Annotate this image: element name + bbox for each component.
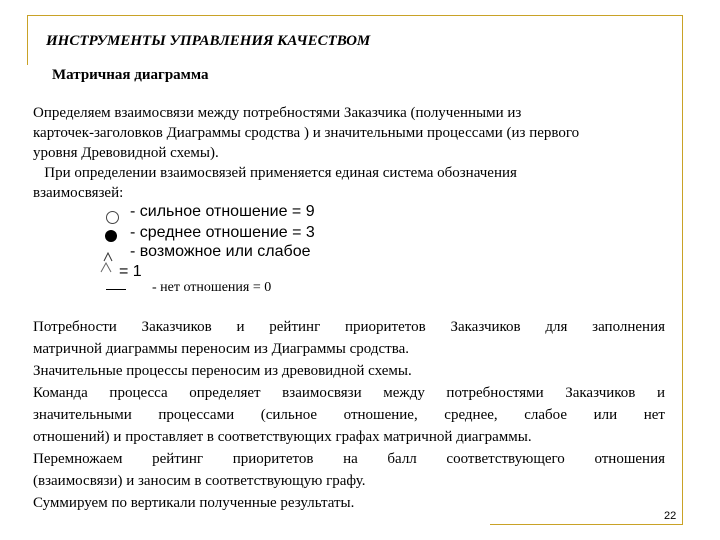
legend-strong: - сильное отношение = 9: [130, 203, 315, 220]
legend-weak: - возможное или слабое: [130, 243, 311, 260]
body-line: Значительные процессы переносим из древовидной схемы.: [33, 363, 412, 379]
body-line: матричной диаграммы переносим из Диаграммы сродства.: [33, 341, 409, 357]
legend-weak-value: = 1: [119, 263, 142, 280]
body-line: Потребности Заказчиков и рейтинг приоритетов Заказчиков для заполнения: [33, 319, 665, 335]
intro-line: Определяем взаимосвязи между потребностями Заказчика (полученными из: [33, 105, 522, 121]
intro-line: уровня Древовидной схемы).: [33, 145, 219, 161]
frame-top-line: [27, 15, 682, 16]
intro-paragraph: [33, 103, 693, 203]
frame-left-line: [27, 15, 28, 65]
no-relation-dash-icon: [106, 289, 126, 290]
weak-relation-triangle-outline-icon: [100, 261, 114, 273]
slide-title: ИНСТРУМЕНТЫ УПРАВЛЕНИЯ КАЧЕСТВОМ: [46, 33, 371, 49]
frame-bottom-line: [490, 524, 682, 525]
body-line: Перемножаем рейтинг приоритетов на балл соответствующего отношения: [33, 451, 665, 467]
body-line: Суммируем по вертикали полученные результаты.: [33, 495, 355, 511]
body-line: значительными процессами (сильное отношение, среднее, слабое или нет: [33, 407, 665, 423]
legend-none: - нет отношения = 0: [152, 280, 272, 295]
strong-relation-circle-icon: [106, 211, 119, 224]
body-line: отношений) и проставляет в соответствующих графах матричной диаграммы.: [33, 429, 532, 445]
frame-right-line: [682, 15, 683, 525]
body-paragraphs: [33, 316, 665, 514]
intro-line: При определении взаимосвязей применяется единая система обозначения: [33, 165, 517, 181]
page-number: 22: [664, 510, 677, 522]
intro-line: карточек-заголовков Диаграммы сродства ) и значительными процессами (из первого: [33, 125, 580, 141]
intro-line: взаимосвязей:: [33, 185, 124, 201]
medium-relation-dot-icon: [105, 230, 117, 242]
legend-medium: - среднее отношение = 3: [130, 224, 315, 241]
body-line: Команда процесса определяет взаимосвязи между потребностями Заказчиков и: [33, 385, 665, 401]
slide-subtitle: Матричная диаграмма: [52, 67, 209, 83]
body-line: (взаимосвязи) и заносим в соответствующую графу.: [33, 473, 366, 489]
